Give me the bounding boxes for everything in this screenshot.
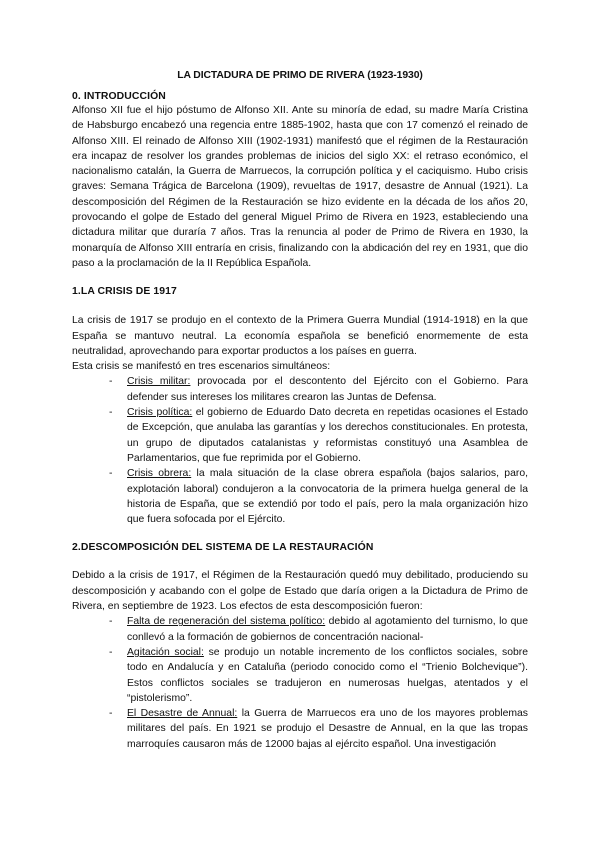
dash-bullet: - bbox=[109, 468, 113, 480]
list-item-text: el gobierno de Eduardo Dato decreta en repetidas ocasiones el Estado de Excepción, que anulaba las garantías y los derechos constitucionales. En protesta, un grupo de diputados catalanistas y reformistas constituyó una Asamblea de Parlamentarios, que fue reprimida por el Gobierno. bbox=[127, 407, 528, 464]
list-item-label: Falta de regeneración del sistema político: bbox=[127, 616, 326, 628]
list-item bbox=[109, 374, 528, 405]
section-descomposicion bbox=[72, 542, 528, 752]
section-heading-crisis-1917: 1.LA CRISIS DE 1917 bbox=[72, 286, 177, 298]
dash-bullet: - bbox=[109, 708, 113, 720]
list-item-label: Crisis política: bbox=[127, 407, 193, 419]
list-item-text: provocada por el descontento del Ejército con el Gobierno. Para defender sus intereses los militares crearon las Juntas de Defensa. bbox=[127, 376, 529, 403]
list-item-label: Agitación social: bbox=[127, 646, 204, 658]
crisis-scenarios-intro: Esta crisis se manifestó en tres escenarios simultáneos: bbox=[72, 361, 331, 373]
dash-bullet: - bbox=[109, 376, 113, 388]
list-item-text: la mala situación de la clase obrera española (bajos salarios, paro, explotación laboral) condujeron a la convocatoria de la primera huelga general de la historia de España, que se extendió por todo el país, pero la mala organización hizo que fuera sofocada por el Ejército. bbox=[127, 468, 528, 526]
list-item-label: Crisis militar: bbox=[127, 376, 191, 388]
section-crisis-1917 bbox=[72, 286, 528, 527]
crisis-list bbox=[72, 374, 528, 527]
list-item bbox=[109, 645, 528, 706]
list-item bbox=[109, 706, 528, 752]
dash-bullet: - bbox=[109, 646, 113, 658]
document-title: LA DICTADURA DE PRIMO DE RIVERA (1923-1930) bbox=[177, 70, 423, 81]
list-item-text: debido al agotamiento del turnismo, lo que conllevó a la formación de gobiernos de concentración nacional- bbox=[127, 616, 528, 643]
section-heading-descomposicion: 2.DESCOMPOSICIÓN DEL SISTEMA DE LA RESTAURACIÓN bbox=[72, 542, 374, 554]
list-item-label: Crisis obrera: bbox=[127, 468, 192, 480]
list-item-label: El Desastre de Annual: bbox=[127, 708, 238, 720]
descomposicion-paragraph: Debido a la crisis de 1917, el Régimen de la Restauración quedó muy debilitado, produciendo su descomposición y acabando con el golpe de Estado que daría origen a la Dictadura de Primo de Rivera, en septiembre de 1923. Los efectos de esta descomposición fueron: bbox=[72, 570, 528, 613]
descomposicion-list bbox=[72, 614, 528, 752]
list-item-text: la Guerra de Marruecos era uno de los mayores problemas militares del país. En 1921 se produjo el Desastre de Annual, en la que las tropas marroquíes causaron más de 12000 bajas al ejército español. Una investigación bbox=[127, 708, 529, 750]
list-item bbox=[109, 466, 528, 527]
section-heading-introduccion: 0. INTRODUCCIÓN bbox=[72, 91, 166, 102]
dash-bullet: - bbox=[109, 616, 113, 628]
crisis-paragraph: La crisis de 1917 se produjo en el contexto de la Primera Guerra Mundial (1914-1918) en la que España se mantuvo neutral. La economía española se benefició enormemente de esta neutralidad, aprovechando para exportar productos a los países en guerra. bbox=[72, 315, 528, 357]
dash-bullet: - bbox=[109, 407, 113, 419]
intro-paragraph: Alfonso XII fue el hijo póstumo de Alfonso XII. Ante su minoría de edad, su madre María Cristina de Habsburgo encabezó una regencia entre 1885-1902, hasta que con 17 comenzó el reinado de Alfonso XIII. El reinado de Alfonso XIII (1902-1931) manifestó que el régimen de la Restauración era incapaz de resolver los grandes problemas de inicios del siglo XX: el retraso económico, el nacionalismo catalán, la Guerra de Marruecos, la corrupción política y el caciquismo. Hubo crisis graves: Semana Trágica de Barcelona (1909), revueltas de 1917, desastre de Annual (1921). La descomposición del Régimen de la Restauración se hizo evidente en la década de los años 20, provocando el golpe de Estado del general Miguel Primo de Rivera en 1923, estableciendo una dictadura militar que duraría 7 años. Tras la renuncia al poder de Primo de Rivera en 1930, la monarquía de Alfonso XIII entraría en crisis, finalizando con la abdicación del rey en 1931, que dio paso a la proclamación de la II República Española. bbox=[72, 105, 528, 269]
section-introduccion bbox=[72, 91, 528, 271]
list-item-text: se produjo un notable incremento de los conflictos sociales, sobre todo en Andalucía y en Cataluña (periodo conocido como el “Trienio Bolchevique”). Estos conflictos sociales se tradujeron en numerosas huelgas, atentados y el “pistolerismo”. bbox=[127, 646, 528, 704]
list-item bbox=[109, 405, 528, 466]
list-item bbox=[109, 614, 528, 645]
